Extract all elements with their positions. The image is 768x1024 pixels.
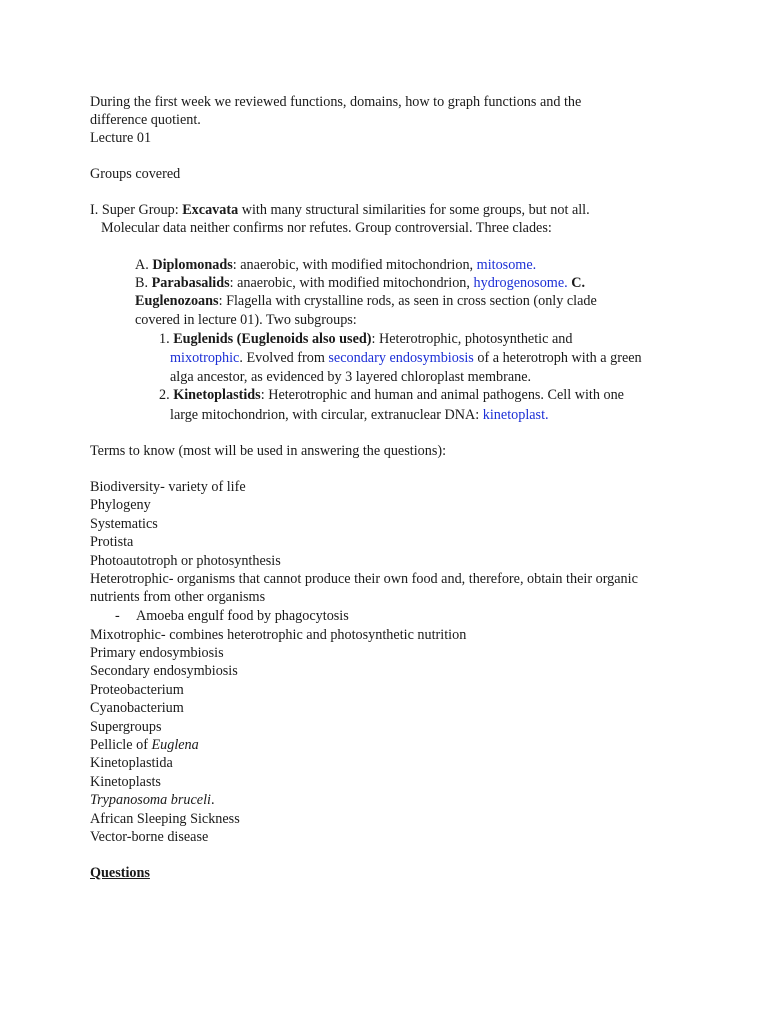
term-heterotrophic-cont: nutrients from other organisms <box>90 589 266 605</box>
term-supergroups: Supergroups <box>90 719 162 735</box>
subgroup-1-name: Euglenids (Euglenoids also used) <box>173 331 372 347</box>
lecture-label: Lecture 01 <box>90 130 152 146</box>
clade-a-prefix: A. <box>135 257 153 273</box>
term-pellicle <box>90 736 199 754</box>
clade-b <box>135 274 585 292</box>
supergroup-line-2: Molecular data neither confirms nor refutes. Group controversial. Three clades: <box>101 220 552 236</box>
term-proteobacterium: Proteobacterium <box>90 682 184 698</box>
term-euglena: Euglena <box>151 737 199 753</box>
hydrogenosome-link[interactable]: hydrogenosome <box>473 275 565 291</box>
clade-c-text: : Flagella with crystalline rods, as seen in cross section (only clade <box>218 293 597 309</box>
term-kinetoplasts: Kinetoplasts <box>90 774 161 790</box>
subgroup-1 <box>159 330 572 348</box>
term-photoautotroph: Photoautotroph or photosynthesis <box>90 553 281 569</box>
secondary-endosymbiosis-link[interactable]: secondary endosymbiosis <box>328 350 474 366</box>
subgroup-2-name: Kinetoplastids <box>173 387 261 403</box>
kinetoplast-link[interactable]: kinetoplast <box>482 407 546 423</box>
term-african-sleeping-sickness: African Sleeping Sickness <box>90 811 240 827</box>
term-kinetoplastida: Kinetoplastida <box>90 755 173 771</box>
subgroup-1-num: 1. <box>159 331 174 347</box>
clade-a <box>135 256 536 274</box>
subgroup-1-line-2 <box>170 349 642 367</box>
subgroup-1-text: : Heterotrophic, photosynthetic and <box>371 331 573 347</box>
term-trypanosoma <box>90 791 215 809</box>
list-dash: - <box>115 608 120 624</box>
subgroup-1-text-3: of a heterotroph with a green <box>473 350 642 366</box>
clade-c <box>135 292 597 310</box>
terms-heading: Terms to know (most will be used in answering the questions): <box>90 443 447 459</box>
intro-line-1: During the first week we reviewed functions, domains, how to graph functions and the <box>90 94 582 110</box>
term-secondary-endosymbiosis: Secondary endosymbiosis <box>90 663 238 679</box>
term-phylogeny: Phylogeny <box>90 497 151 513</box>
supergroup-prefix: I. Super Group: <box>90 202 183 218</box>
clade-a-name: Diplomonads <box>152 257 233 273</box>
questions-heading-text: Questions <box>90 865 150 881</box>
term-mixotrophic: Mixotrophic- combines heterotrophic and photosynthetic nutrition <box>90 627 467 643</box>
subgroup-1-line-3: alga ancestor, as evidenced by 3 layered chloroplast membrane. <box>170 369 532 385</box>
groups-heading: Groups covered <box>90 166 181 182</box>
mixotrophic-link[interactable]: mixotrophic <box>170 350 240 366</box>
supergroup-rest: with many structural similarities for some groups, but not all. <box>238 202 590 218</box>
subgroup-2-text: : Heterotrophic and human and animal pathogens. Cell with one <box>260 387 624 403</box>
clade-b-end: . <box>564 275 572 291</box>
subgroup-2-line-2-text: large mitochondrion, with circular, extranuclear DNA: <box>170 407 483 423</box>
clade-c-prefix: C. <box>571 275 586 291</box>
term-systematics: Systematics <box>90 516 158 532</box>
term-cyanobacterium: Cyanobacterium <box>90 700 184 716</box>
term-trypanosoma-end: . <box>211 792 215 808</box>
questions-heading <box>90 864 150 882</box>
subgroup-2-line-2 <box>170 406 549 424</box>
mitosome-link[interactable]: mitosome <box>476 257 533 273</box>
intro-line-2: difference quotient. <box>90 112 201 128</box>
term-protista: Protista <box>90 534 134 550</box>
clade-c-line-2: covered in lecture 01). Two subgroups: <box>135 312 357 328</box>
subgroup-2-end: . <box>545 407 549 423</box>
subgroup-2-num: 2. <box>159 387 174 403</box>
subgroup-2 <box>159 386 624 404</box>
term-primary-endosymbiosis: Primary endosymbiosis <box>90 645 224 661</box>
term-amoeba: Amoeba engulf food by phagocytosis <box>136 608 349 624</box>
term-pellicle-prefix: Pellicle of <box>90 737 152 753</box>
clade-a-text: : anaerobic, with modified mitochondrion, <box>232 257 477 273</box>
clade-c-name: Euglenozoans <box>135 293 219 309</box>
clade-a-end: . <box>532 257 537 273</box>
term-vector-borne: Vector-borne disease <box>90 829 209 845</box>
term-heterotrophic: Heterotrophic- organisms that cannot produce their own food and, therefore, obtain their organic <box>90 571 638 587</box>
clade-b-prefix: B. <box>135 275 152 291</box>
subgroup-1-text-2: . Evolved from <box>239 350 329 366</box>
term-biodiversity: Biodiversity- variety of life <box>90 479 246 495</box>
clade-b-name: Parabasalids <box>151 275 230 291</box>
term-trypanosoma-italic: Trypanosoma bruceli <box>90 792 211 808</box>
clade-b-text: : anaerobic, with modified mitochondrion, <box>229 275 474 291</box>
supergroup-line-1 <box>90 201 590 219</box>
supergroup-name: Excavata <box>182 202 239 218</box>
